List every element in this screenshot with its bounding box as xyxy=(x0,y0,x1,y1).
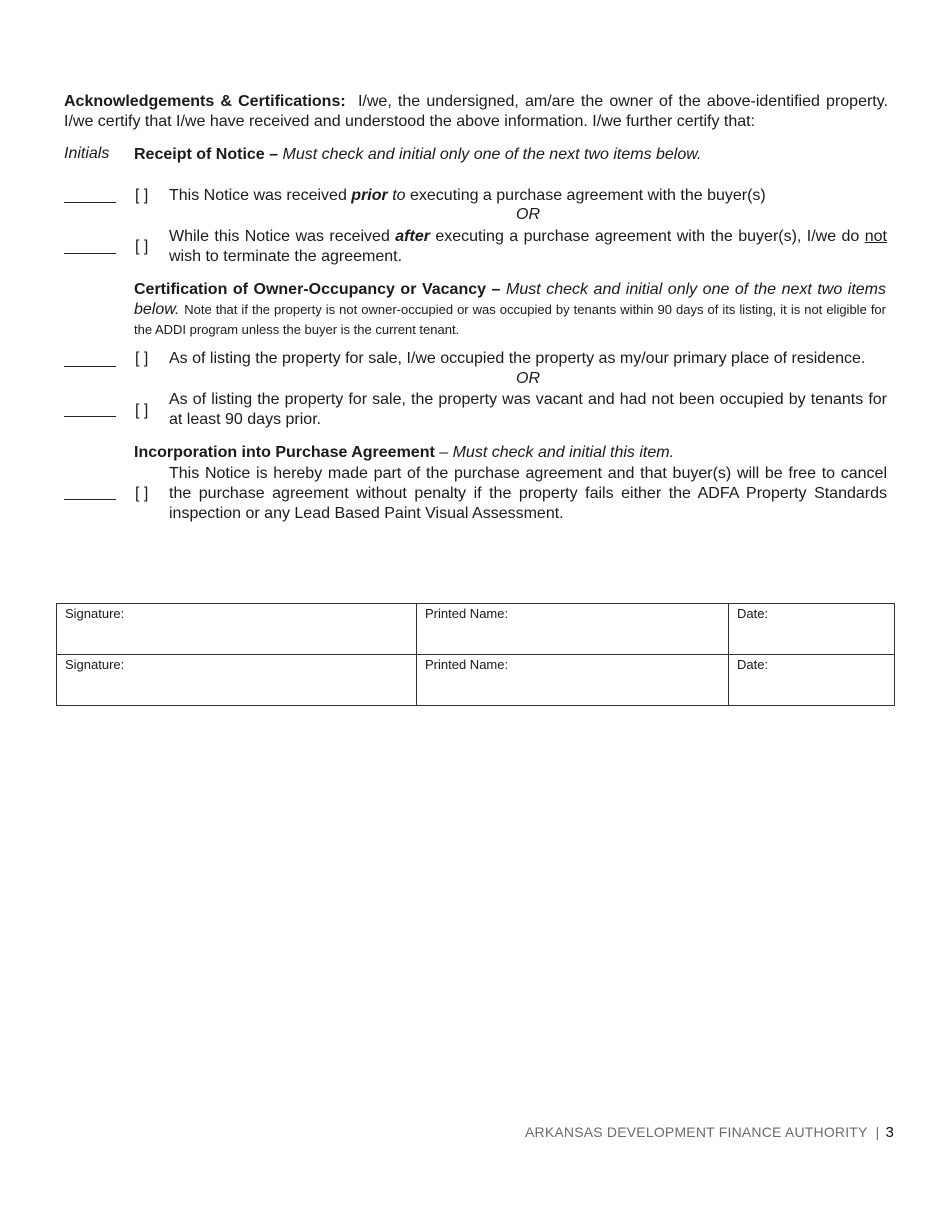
incorporation-title: Incorporation into Purchase Agreement xyxy=(134,444,435,461)
checkbox-owner-occupied[interactable]: [ ] xyxy=(135,350,149,367)
signature-field-1[interactable] xyxy=(57,604,417,655)
or-separator-receipt: OR xyxy=(516,206,540,223)
receipt-after-after: wish to terminate the agreement. xyxy=(169,248,403,265)
occupancy-note: Note that if the property is not owner-occupied or was occupied by tenants within 90 days of its listing, it is not eligible for the ADDI program unless the buyer is the current tenant. xyxy=(134,302,886,337)
page-number: 3 xyxy=(885,1124,894,1141)
occupancy-title: Certification of Owner-Occupancy or Vacancy – xyxy=(134,281,501,298)
signature-row xyxy=(57,655,895,706)
date-field-1[interactable] xyxy=(729,604,895,655)
checkbox-receipt-after[interactable]: [ ] xyxy=(135,238,149,255)
checkbox-receipt-prior[interactable]: [ ] xyxy=(135,187,149,204)
signature-table xyxy=(56,603,895,706)
date-field-2[interactable] xyxy=(729,655,895,706)
date-label: Date: xyxy=(737,657,769,672)
owner-occupied-text: As of listing the property for sale, I/we occupied the property as my/our primary place of residence. xyxy=(169,350,866,367)
initials-line-receipt-prior[interactable] xyxy=(64,202,116,203)
receipt-heading xyxy=(134,145,886,165)
signature-label: Signature: xyxy=(65,657,125,672)
incorporation-instruction: – Must check and initial this item. xyxy=(439,444,675,461)
or-separator-occupancy: OR xyxy=(516,370,540,387)
occupancy-heading xyxy=(134,280,886,340)
receipt-after-text xyxy=(169,227,887,267)
occupancy-instruction: Must check and initial only one of the next two items below. xyxy=(134,281,887,318)
receipt-prior-italic: to xyxy=(387,187,406,204)
initials-line-incorporation[interactable] xyxy=(64,499,116,500)
initials-line-owner-occupied[interactable] xyxy=(64,366,116,367)
checkbox-incorporation[interactable]: [ ] xyxy=(135,485,149,502)
receipt-after-before: While this Notice was received xyxy=(169,228,396,245)
signature-label: Signature: xyxy=(65,606,125,621)
initials-column-label: Initials xyxy=(64,145,110,162)
footer-separator: | xyxy=(875,1124,880,1140)
incorporation-text: This Notice is hereby made part of the purchase agreement and that buyer(s) will be free to cancel the purchase agreement without penalty if the property fails either the ADFA Property Standards inspection or any Lead Based Paint Visual Assessment. xyxy=(169,465,887,522)
receipt-after-middle: executing a purchase agreement with the buyer(s), I/we do xyxy=(429,228,865,245)
receipt-instruction: Must check and initial only one of the next two items below. xyxy=(282,146,702,163)
receipt-after-emph: after xyxy=(395,228,430,245)
receipt-after-underline: not xyxy=(864,228,887,245)
acknowledgements-label: Acknowledgements & Certifications: xyxy=(64,93,346,110)
initials-line-receipt-after[interactable] xyxy=(64,253,116,254)
initials-line-vacant[interactable] xyxy=(64,416,116,417)
receipt-prior-emph: prior xyxy=(351,187,388,204)
signature-field-2[interactable] xyxy=(57,655,417,706)
incorporation-heading xyxy=(134,443,886,463)
footer-org: ARKANSAS DEVELOPMENT FINANCE AUTHORITY xyxy=(524,1124,868,1140)
acknowledgements-text: I/we, the undersigned, am/are the owner of the above-identified property. I/we certify that I/we have received and understood the above information. I/we further certify that: xyxy=(64,93,888,130)
acknowledgements-paragraph xyxy=(64,92,888,132)
printed-name-label: Printed Name: xyxy=(425,657,509,672)
date-label: Date: xyxy=(737,606,769,621)
checkbox-vacant[interactable]: [ ] xyxy=(135,402,149,419)
signature-row xyxy=(57,604,895,655)
vacant-text: As of listing the property for sale, the property was vacant and had not been occupied by tenants for at least 90 days prior. xyxy=(169,391,887,428)
printed-name-field-2[interactable] xyxy=(417,655,729,706)
receipt-title: Receipt of Notice – xyxy=(134,146,279,163)
receipt-prior-after: executing a purchase agreement with the buyer(s) xyxy=(405,187,766,204)
receipt-prior-before: This Notice was received xyxy=(169,187,352,204)
page-footer xyxy=(525,1124,894,1141)
receipt-prior-text xyxy=(169,186,887,206)
printed-name-label: Printed Name: xyxy=(425,606,509,621)
printed-name-field-1[interactable] xyxy=(417,604,729,655)
